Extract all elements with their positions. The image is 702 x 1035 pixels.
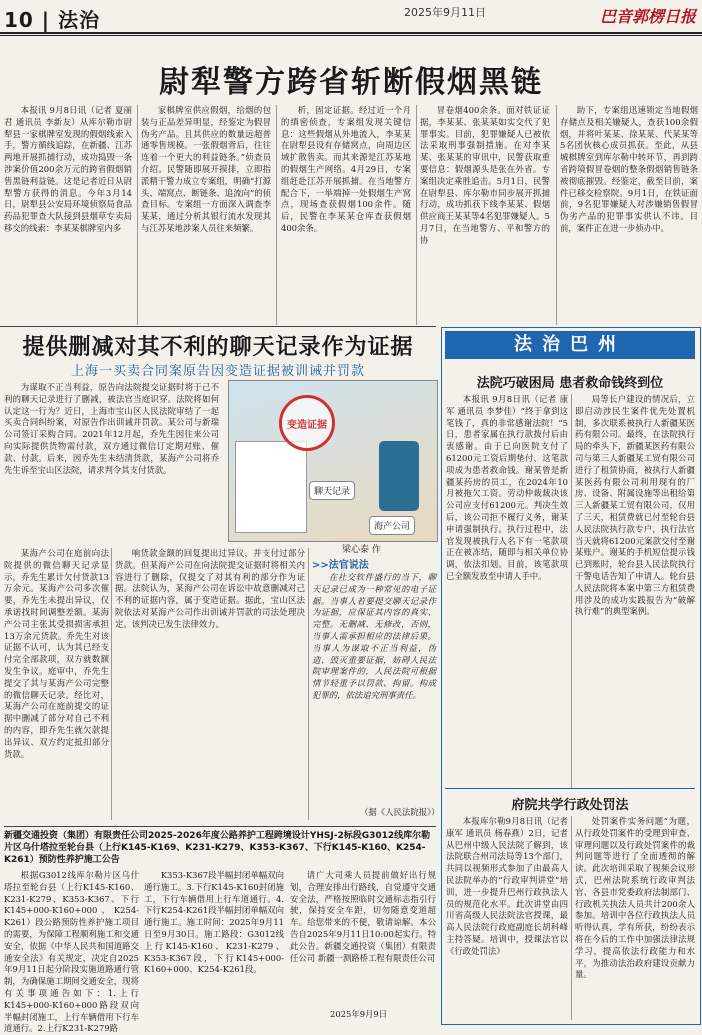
story2-headline: 府院共学行政处罚法 bbox=[511, 798, 629, 813]
divider bbox=[416, 105, 417, 325]
divider bbox=[556, 105, 557, 325]
notice-col1: 根据G3012线库尔勒片区乌什塔拉至轮台县（上行K145-K160、K231-K279、K353-K367、下行K145+000-K160+000、K254-K261）段公路预防性养护施工项目的需要，为保障工程顺利施工和交通安全，依据《中华人民共和国道路交通安全法》有关规定，决定自2025年9月11日起分阶段实施道路通行管制，为确保施工期间交通安全，现将有关事项通告如下：1.上行K145+000-K160+000路段双向半幅封闭施工，上行车辆借用下行车道通行。2.上行K231-K279路 bbox=[4, 870, 139, 1034]
sidebar-rule bbox=[445, 788, 695, 789]
article1-col4: 冒卷烟400余条。面对铁证证据，李某某、张某某如实交代了犯罪事实。目前，犯罪嫌疑人已被依法采取刑事强制措施。在对李某某、张某某的审讯中，民警获取重要信息：假烟源头是张在外省。专案组决定乘胜追击。5月1日，民警在尉犁县、库尔勒市同步展开抓捕行动，成功抓获下线李某某、假烟供应商王某某等4名犯罪嫌疑人。5月7日，在当地警方、平和警方的协 bbox=[420, 105, 550, 245]
divider bbox=[571, 816, 572, 1020]
story2-col1: 本报库尔勒9月8日讯（记者 康军 通讯员 杨春燕）2日，记者从巴州中级人民法院了解到，该法院联合州司法局等13个部门，共同以视频形式参加了由最高人民法院举办的“行政审判讲堂”培训，进一步提升巴州行政执法人员的规范化水平。此次讲堂由四川省高级人民法院法官授课，最高人民法院行政庭副庭长胡科峰主持答疑。培训中，授课法官以《行政处罚法》 bbox=[446, 816, 568, 956]
page-label: 10 | 法治 bbox=[4, 8, 101, 32]
issue-date: 2025年9月11日 bbox=[404, 6, 486, 19]
notice-rule bbox=[4, 826, 436, 827]
header-rule bbox=[0, 32, 702, 34]
article2-col1: 为谋取不正当利益，原告向法院提交证据时将于己不利的聊天记录进行了删减，被法官当庭识穿。法院将如何认定这一行为？近日，上海市宝山区人民法院审结了一起买卖合同纠纷案，对原告作出训诫并罚款。某公司与新瑞公司签订采购合同。2021年12月起，乔先生因往来公司向实际提供货物需付款，双方通过微信订定期对账、催款、付款。后来，因乔先生未结清货款，某海产公司将乔先生诉至宝山区法院，请求判令其支付货款。 bbox=[4, 382, 219, 475]
illustration bbox=[228, 380, 438, 542]
article1-col3: 析，固定证据。经过近一个月的缜密侦查，专案组发现关键信息：这些假烟从外地流入，李某某在尉犁县设有存储窝点，向周边区域扩散售卖。而其来源是江苏某地的假烟生产网络。4月29日，专案组赶赴江苏开展抓捕。在当地警方配合下，一举端掉一处假烟生产窝点，现场查获假烟100余件。随后，民警在李某某仓库查获假烟400余条。 bbox=[281, 105, 411, 233]
stamp: 变造证据 bbox=[279, 395, 335, 451]
story2-col2: 处罚案件实务问题”为题，从行政处罚案件的受理到审查、审理问题以及行政处罚案件的裁判问题等进行了全面透彻的解读。此次培训采取了视频会议形式，巴州法院系统行政审判法官、各县市党委政府法制部门、行政机关执法人员共计200余人参加。培训中各位行政执法人员听得认真，学有所获，纷纷表示将在今后的工作中加强法律法规学习，提高依法行政能力和水平，为推动法治政府建设贡献力量。 bbox=[575, 816, 695, 980]
section-name: 法治 bbox=[58, 8, 101, 32]
divider bbox=[276, 105, 277, 325]
article1-col5: 助下，专案组迅速锁定当地假烟存储点及相关嫌疑人，查获100余假烟，并将叶某某、徐某某、代某某等5名团伙核心成员抓获。至此，从县城棋牌室到库尔勒中转环节，再到跨省跨境假冒卷烟的整条假烟销售链条被彻底摧毁。经鉴定，截至目前，案件已移交检察院。9月1日，在铁证面前，9名犯罪嫌疑人对涉嫌销售假冒伪劣产品的犯罪事实供认不讳。目前，案件正在进一步侦办中。 bbox=[560, 105, 698, 233]
article2-subheadline: 上海一买卖合同案原告因变造证据被训诫并罚款 bbox=[70, 364, 365, 379]
divider bbox=[571, 394, 572, 789]
article2-headline: 提供删减对其不利的聊天记录作为证据 bbox=[22, 335, 414, 360]
notice-col2: K353-K367段半幅封闭单幅双向通行施工。3.下行K145-K160封闭施工，下行车辆借用上行车道通行。4.下行K254-K261段半幅封闭单幅双向通行施工。施工时间：2025年9月11日至9月30日。施工路段：G3012线上行K145-K160、K231-K279、K353-K367段，下行K145+000-K160+000、K254-K261段。 bbox=[144, 870, 284, 975]
story1-col2: 局等长户建设的情况后，立即启动涉民生案件优先处置机制，多次联系被执行人新疆某医药有限公司。最终，在法院执行局的牵头下，新疆某医药有限公司与第三人新疆某工贸有限公司进行了租赁协商，被执行人新疆某医药有限公司利用现有的厂房、设备、附属设施等出租给第三人新疆某工贸有限公司，仅用了三天，租赁费就已付至轮台县人民法院执行款专户，执行法官当天就将61200元案款交付至谢某账户。谢某的手机短信提示钱已到账时，轮台县人民法院执行干警电话告知了申请人。轮台县人民法院将本案中第三方租赁费用涉及的成功实践报告为“破解执行难”的典型案例。 bbox=[575, 394, 695, 617]
notice-title: 新疆交通投资（集团）有限责任公司2025-2026年度公路养护工程跨境设计YHSJ-2标段G3012线库尔勒片区乌什塔拉至轮台县（上行K145-K169、K231-K279、K353-K367、下行K145-K160、K254-K261）预防性养护施工公告 bbox=[4, 831, 431, 865]
article2-col3: 响货款金额的回复提出过异议，并支付过部分货款。但某海产公司在向法院提交证据时将相关内容进行了删除，仅提交了对其有利的部分作为证据。法院认为，某海产公司在诉讼中故意删减对己不利的证据内容，属于变造证据。据此，宝山区法院依法对某海产公司作出训诫并罚款的司法处理决定。该判决已发生法律效力。 bbox=[115, 548, 305, 629]
header-rule-thin bbox=[0, 35, 702, 36]
judge-section-text: 在社交软件盛行的当下，聊天记录已成为一种常见的电子证据。当事人若要提交聊天记录作为证据，应保证其内容的真实、完整。无删减、无修改，否则，当事人需承担相应的法律后果。当事人为谋取不正当利益，伪造、毁灭重要证据，妨碍人民法院审理案件的，人民法院可根据情节轻重予以罚款、拘留。构成犯罪的，依法追究刑事责任。 bbox=[312, 572, 436, 700]
sidebar-banner: 法治巴州 bbox=[445, 331, 695, 359]
divider bbox=[137, 105, 138, 325]
chat-bubble: 聊天记录 bbox=[309, 481, 355, 500]
chat-bubble: 海产公司 bbox=[369, 516, 415, 535]
article2-col2: 某海产公司在庭前向法院提供的微信聊天记录显示，乔先生累计欠付货款13万余元。某海产公司多次催要，乔先生未提出异议，仅承诺找时间调整差额。某海产公司主张其受损损害承担13万余元货款。乔先生对该证据不认可，认为其已经支付完全部款项，双方就数额发生争议。庭审中，乔先生提交了其与某海产公司完整的微信聊天记录。经比对，某海产公司在庭前提交的证据中删减了部分对自己不利的内容，即乔先生就欠款提出异议、双方约定抵扣部分货款。 bbox=[4, 548, 109, 759]
notice-col3: 请广大司乘人员提前做好出行规划，合理安排出行路线，自觉遵守交通安全法，严格按照临时交通标志指引行驶，保持安全车距，切勿随意变道超车。给您带来的不便，敬请谅解。本公告自2025年9月11日10:00起实行。特此公告。新疆交通投资（集团）有限责任公司 新疆一测路桥工程有限责任公司 bbox=[290, 870, 436, 963]
document-image bbox=[235, 441, 307, 533]
article2-source: （据《人民法院报》） bbox=[360, 807, 440, 817]
divider bbox=[308, 548, 309, 820]
article1-col1: 本报讯 9月8日讯（记者 夏丽君 通讯员 李新友）从库尔勒市尉犁县一家棋牌室发现的假烟线索入手，警方循线追踪，在新疆、江苏两地开展抓捕行动，成功捣毁一条涉案价值200余万元的跨省假烟销售黑链利益链。这是记者近日从尉犁警方获得的消息。今年3月14日，尉犁县公安局环境侦察局食品药品犯罪查大队接到县烟草专卖局移交的线索：李某某棋牌室内多 bbox=[4, 105, 132, 233]
judge-section-label: >>法官说法 bbox=[312, 560, 369, 571]
newspaper-name: 巴音郭楞日报 bbox=[600, 7, 697, 26]
divider bbox=[111, 548, 112, 820]
section-rule bbox=[0, 326, 436, 327]
illustration-caption: 梁心泰 作 bbox=[342, 545, 381, 555]
article1-col2: 家棋牌室供应假烟，给烟的包装与正品差异明显，经鉴定为假冒伪劣产品。且其供应的数量远超普通零售规模。一张假烟背后，往往连着一个更大的利益链条。”侦查员介绍。民警随即展开摸排，立即指派精干警力成立专案组，明确“打源头、端窝点、断链条、追流向”的侦查目标。专案组一方面深入调查李某某，通过分析其银行流水发现其与江苏某地涉案人员往来频繁。 bbox=[141, 105, 271, 233]
story1-headline: 法院巧破困局 患者救命钱终到位 bbox=[476, 376, 664, 391]
phone-image bbox=[379, 441, 419, 511]
page-header bbox=[0, 0, 702, 36]
page-number: 10 bbox=[4, 8, 34, 32]
notice-date: 2025年9月9日 bbox=[330, 1009, 388, 1019]
article1-headline: 尉犁警方跨省斩断假烟黑链 bbox=[159, 65, 543, 100]
story1-col1: 本报讯 9月8日讯（记者 康军 通讯员 李梦佳）“终于拿到这笔钱了，真的非常感谢法院！”5日，患者家属在执行款拨付后由衷感谢。由于已向医院支付了61200元工资后期垫付，这笔款项成为患者救命钱。谢某曾是新疆某药房的员工，在2024年10月被拖欠工资。劳动仲裁裁决该公司应支付61200元。判决生效后，该公司拒不履行义务，谢某申请强制执行。执行过程中，法官发现被执行人名下有一笔款项正在被冻结，随即与相关单位协调，依法扣划。目前，该笔款项已全额发放至申请人手中。 bbox=[446, 394, 568, 581]
